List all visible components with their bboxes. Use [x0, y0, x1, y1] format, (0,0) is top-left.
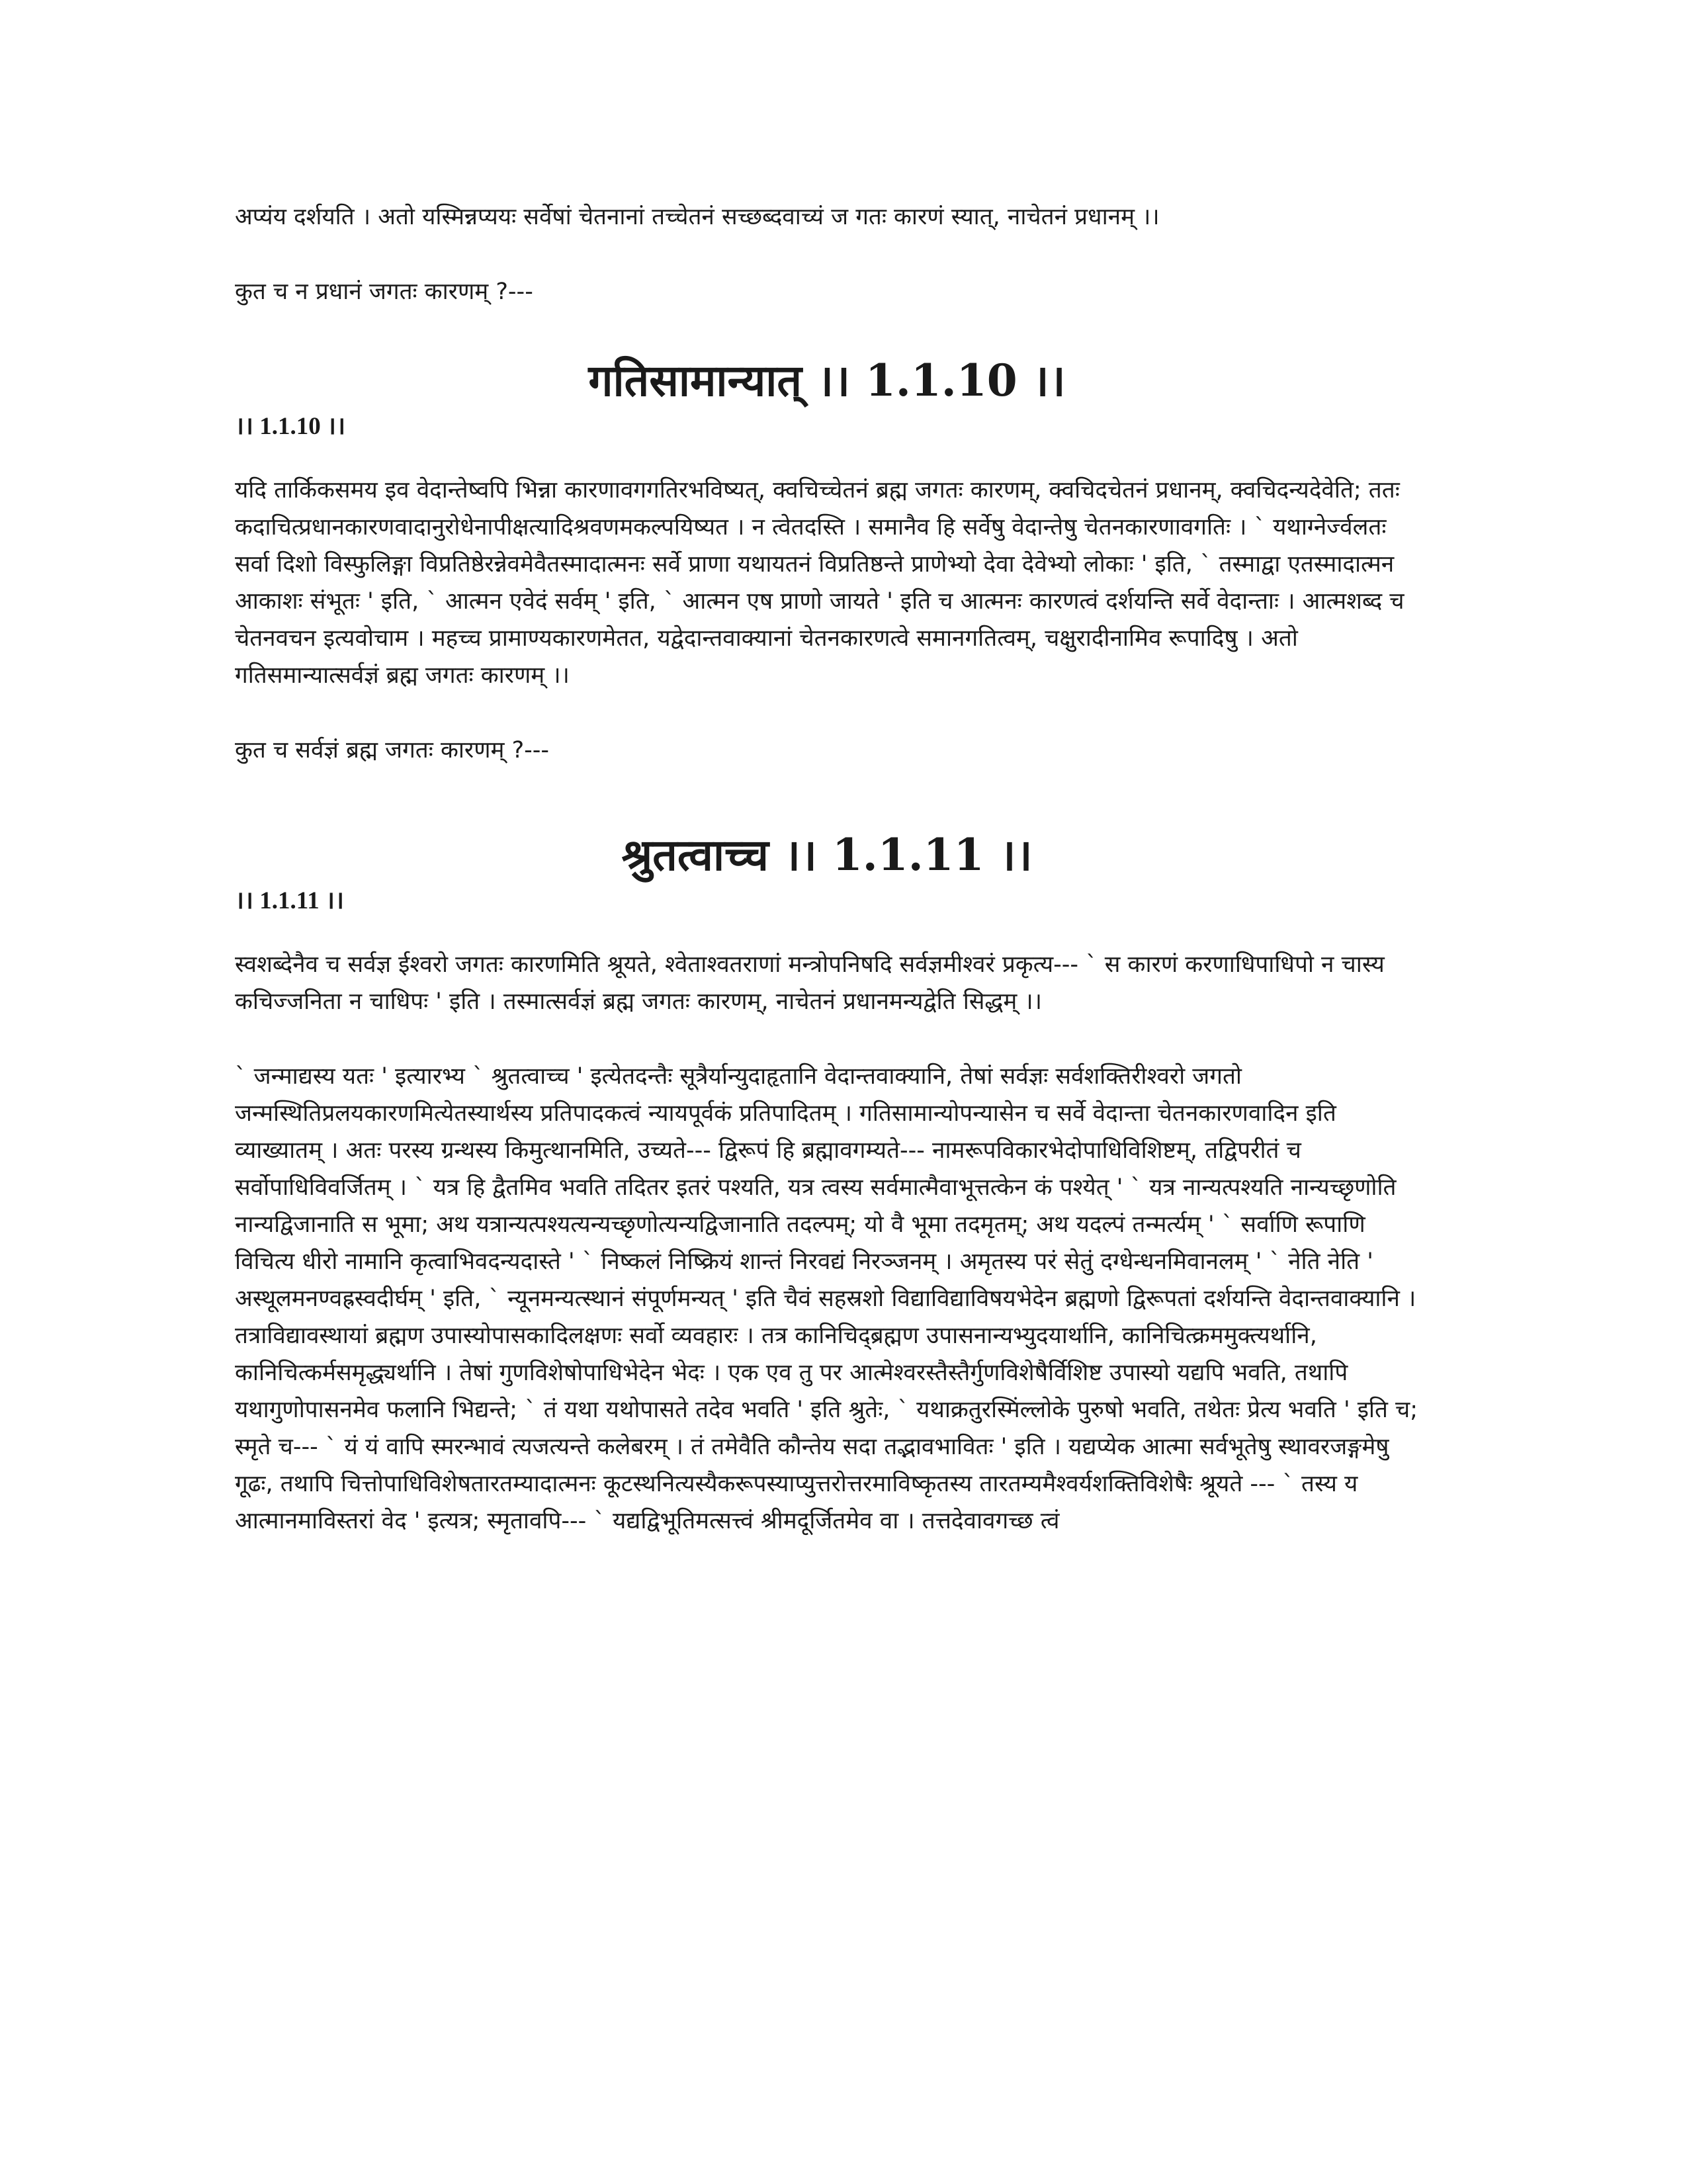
- paragraph-commentary-1-1-11: स्वशब्देनैव च सर्वज्ञ ईश्वरो जगतः कारणमिति श्रूयते, श्वेताश्वतराणां मन्त्रोपनिषदि सर्वज्ञमीश्वरं प्रकृत्य--- ` स कारणं करणाधिपाधिपो न चास्य कचिज्जनिता न चाधिपः ' इति । तस्मात्सर्वज्ञं ब्रह्म जगतः कारणम्, नाचेतनं प्रधानमन्यद्वेति सिद्धम् ।।: [235, 951, 1385, 1015]
- document-page: [235, 198, 1419, 1540]
- paragraph-commentary-1-1-10: यदि तार्किकसमय इव वेदान्तेष्वपि भिन्ना कारणावगगतिरभविष्यत्, क्वचिच्चेतनं ब्रह्म जगतः कारणम्, क्वचिदचेतनं प्रधानम्, क्वचिदन्यदेवेति; ततः कदाचित्प्रधानकारणवादानुरोधेनापीक्षत्यादिश्रवणमकल्पयिष्यत । न त्वेतदस्ति । समानैव हि सर्वेषु वेदान्तेषु चेतनकारणावगतिः । ` यथाग्नेर्ज्वलतः सर्वा दिशो विस्फुलिङ्गा विप्रतिष्ठेरन्नेवमेवैतस्मादात्मनः सर्वे प्राणा यथायतनं विप्रतिष्ठन्ते प्राणेभ्यो देवा देवेभ्यो लोकाः ' इति, ` तस्माद्वा एतस्मादात्मन आकाशः संभूतः ' इति, ` आत्मन एवेदं सर्वम् ' इति, ` आत्मन एष प्राणो जायते ' इति च आत्मनः कारणत्वं दर्शयन्ति सर्वे वेदान्ताः । आत्मशब्द च चेतनवचन इत्यवोचाम । महच्च प्रामाण्यकारणमेतत, यद्वेदान्तवाक्यानां चेतनकारणत्वे समानगतित्वम्, चक्षुरादीनामिव रूपादिषु । अतो गतिसमान्यात्सर्वज्ञं ब्रह्म जगतः कारणम् ।।: [235, 477, 1405, 689]
- paragraph-question-1: कुत च न प्रधानं जगतः कारणम् ?---: [235, 279, 533, 305]
- sutra-heading-1-1-10: गतिसामान्यात् ।। 1.1.10 ।।: [588, 355, 1066, 406]
- paragraph-question-2: कुत च सर्वज्ञं ब्रह्म जगतः कारणम् ?---: [235, 737, 550, 764]
- sutra-number-1-1-11: ।। 1.1.11 ।।: [235, 887, 345, 914]
- sutra-number-1-1-10: ।। 1.1.10 ।।: [235, 413, 346, 440]
- sutra-heading-1-1-11: श्रुतत्वाच्च ।। 1.1.11 ।।: [621, 829, 1033, 881]
- paragraph-intro: अप्यंय दर्शयति । अतो यस्मिन्नप्ययः सर्वेषां चेतनानां तच्चेतनं सच्छब्दवाच्यं ज गतः कारणं स्यात्, नाचेतनं प्रधानम् ।।: [235, 204, 1160, 230]
- paragraph-adhikarana-summary: ` जन्माद्यस्य यतः ' इत्यारभ्य ` श्रुतत्वाच्च ' इत्येतदन्तैः सूत्रैर्यान्युदाहृतानि वेदान्तवाक्यानि, तेषां सर्वज्ञः सर्वशक्तिरीश्वरो जगतो जन्मस्थितिप्रलयकारणमित्येतस्यार्थस्य प्रतिपादकत्वं न्यायपूर्वकं प्रतिपादितम् । गतिसामान्योपन्यासेन च सर्वे वेदान्ता चेतनकारणवादिन इति व्याख्यातम् । अतः परस्य ग्रन्थस्य किमुत्थानमिति, उच्यते--- द्विरूपं हि ब्रह्मावगम्यते--- नामरूपविकारभेदोपाधिविशिष्टम्, तद्विपरीतं च सर्वोपाधिविवर्जितम् । ` यत्र हि द्वैतमिव भवति तदितर इतरं पश्यति, यत्र त्वस्य सर्वमात्मैवाभूत्तत्केन कं पश्येत् ' ` यत्र नान्यत्पश्यति नान्यच्छृणोति नान्यद्विजानाति स भूमा; अथ यत्रान्यत्पश्यत्यन्यच्छृणोत्यन्यद्विजानाति तदल्पम्; यो वै भूमा तदमृतम्; अथ यदल्पं तन्मर्त्यम् ' ` सर्वाणि रूपाणि विचित्य धीरो नामानि कृत्वाभिवदन्यदास्ते ' ` निष्कलं निष्क्रियं शान्तं निरवद्यं निरञ्जनम् । अमृतस्य परं सेतुं दग्धेन्धनमिवानलम् ' ` नेति नेति ' अस्थूलमनण्वह्रस्वदीर्घम् ' इति, ` न्यूनमन्यत्स्थानं संपूर्णमन्यत् ' इति चैवं सहस्रशो विद्याविद्याविषयभेदेन ब्रह्मणो द्विरूपतां दर्शयन्ति वेदान्तवाक्यानि । तत्राविद्यावस्थायां ब्रह्मण उपास्योपासकादिलक्षणः सर्वो व्यवहारः । तत्र कानिचिद्ब्रह्मण उपासनान्यभ्युदयार्थानि, कानिचित्क्रममुक्त्यर्थानि, कानिचित्कर्मसमृद्ध्यर्थानि । तेषां गुणविशेषोपाधिभेदेन भेदः । एक एव तु पर आत्मेश्वरस्तैस्तैर्गुणविशेषैर्विशिष्ट उपास्यो यद्यपि भवति, तथापि यथागुणोपासनमेव फलानि भिद्यन्ते; ` तं यथा यथोपासते तदेव भवति ' इति श्रुतेः, ` यथाक्रतुरस्मिंल्लोके पुरुषो भवति, तथेतः प्रेत्य भवति ' इति च; स्मृते च--- ` यं यं वापि स्मरन्भावं त्यजत्यन्ते कलेबरम् । तं तमेवैति कौन्तेय सदा तद्भावभावितः ' इति । यद्यप्येक आत्मा सर्वभूतेषु स्थावरजङ्गमेषु गूढः, तथापि चित्तोपाधिविशेषतारतम्यादात्मनः कूटस्थनित्यस्यैकरूपस्याप्युत्तरोत्तरमाविष्कृतस्य तारतम्यमैश्वर्यशक्तिविशेषैः श्रूयते --- ` तस्य य आत्मानमाविस्तरां वेद ' इत्यत्र; स्मृतावपि--- ` यद्यद्विभूतिमत्सत्त्वं श्रीमदूर्जितमेव वा । तत्तदेवावगच्छ त्वं: [235, 1063, 1418, 1534]
